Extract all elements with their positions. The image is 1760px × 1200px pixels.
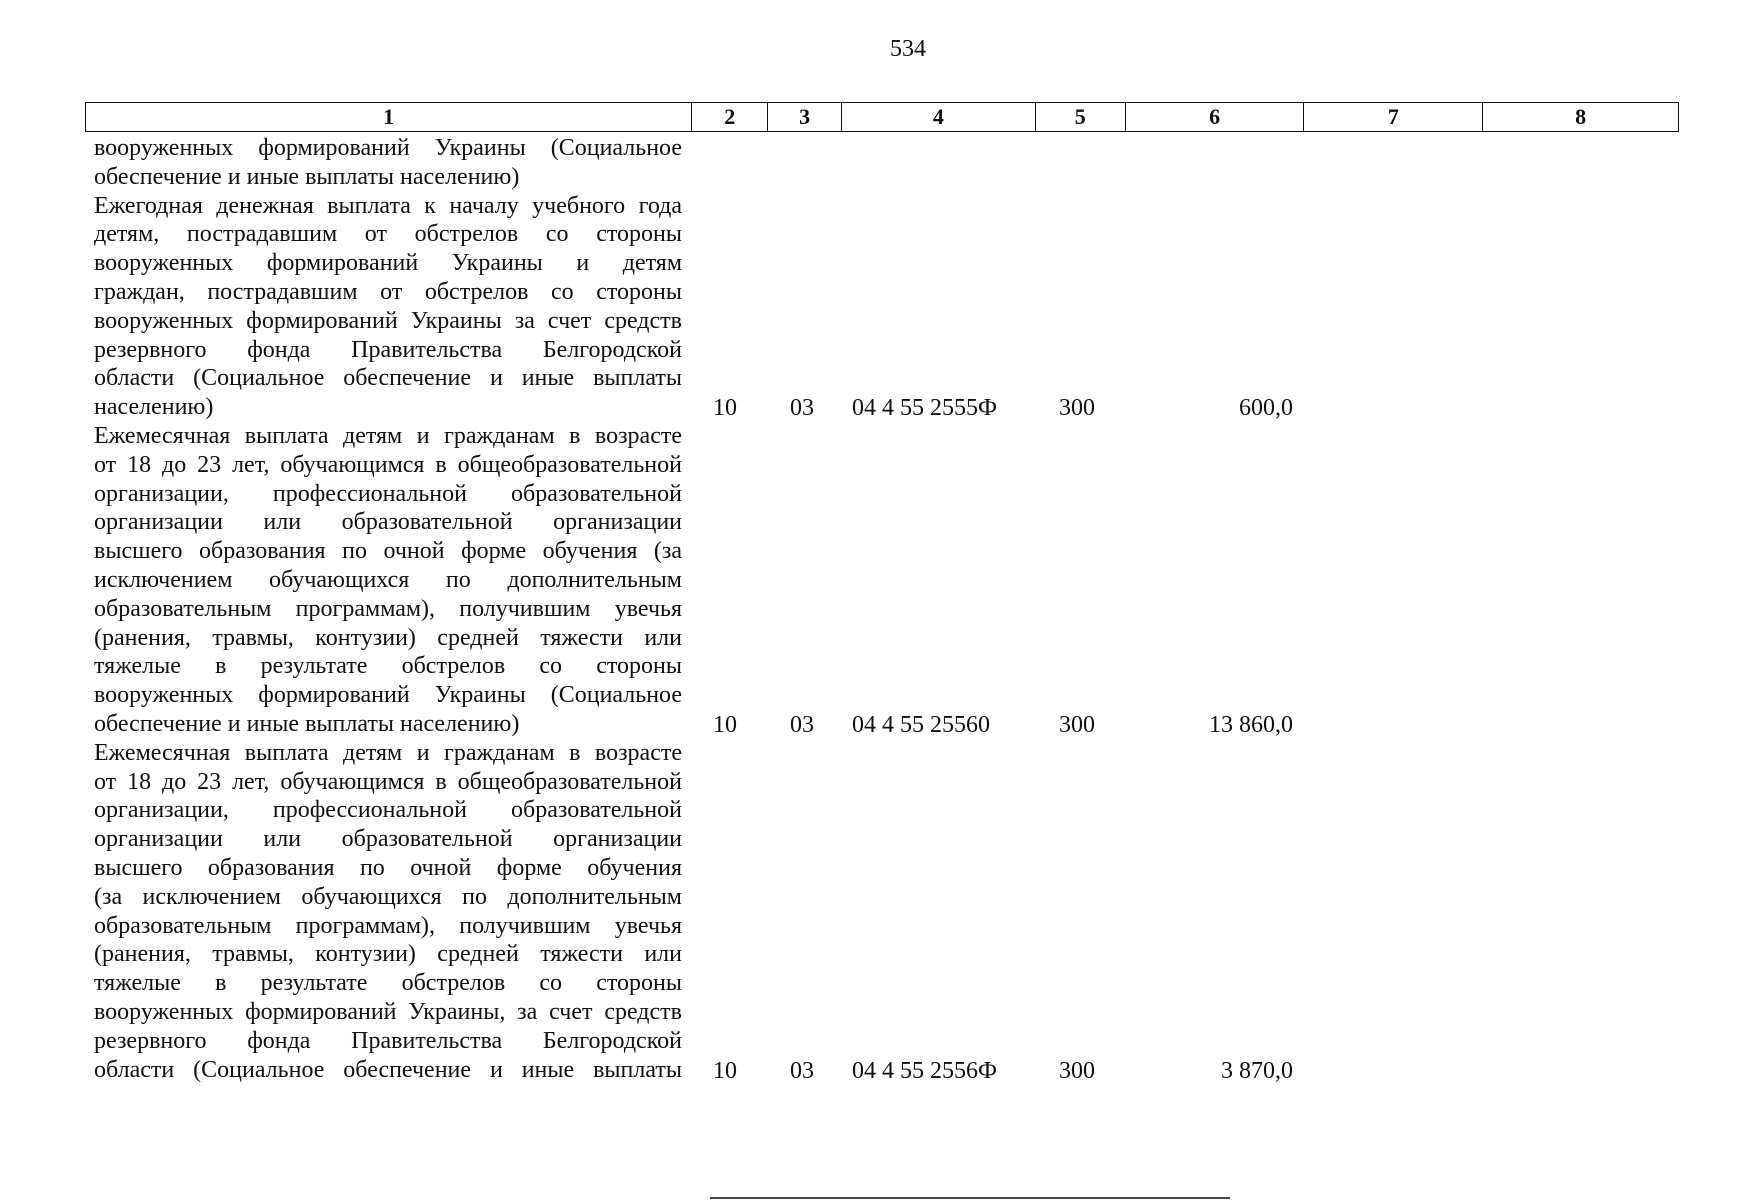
row-subsection-code: 03 bbox=[790, 395, 814, 422]
row-text-line: Ежемесячная выплата детям и гражданам в возрасте bbox=[94, 739, 682, 766]
row-target-article-code: 04 4 55 25560 bbox=[852, 712, 990, 738]
column-header-1: 1 bbox=[86, 103, 692, 131]
row-text-line: области (Социальное обеспечение и иные выплаты bbox=[94, 365, 682, 392]
column-header-8: 8 bbox=[1575, 104, 1587, 129]
row-expense-type-code: 300 bbox=[1059, 712, 1095, 738]
table-header-row bbox=[85, 102, 1679, 132]
row-subsection-code: 03 bbox=[790, 1057, 814, 1084]
row-text-line: вооруженных формирований Украины за счет средств bbox=[94, 307, 682, 334]
row-text-line: населению) bbox=[94, 394, 214, 421]
row-expense-type-code: 300 bbox=[1059, 395, 1095, 422]
row-text-line: образовательным программам), получившим увечья bbox=[94, 912, 682, 939]
page-number: 534 bbox=[890, 36, 926, 62]
row-text-line: от 18 до 23 лет, обучающимся в общеобразовательной bbox=[94, 451, 682, 478]
row-text-line: образовательным программам), получившим увечья bbox=[94, 595, 682, 622]
row-amount: 13 860,0 bbox=[1209, 712, 1293, 738]
row-amount: 3 870,0 bbox=[1221, 1057, 1293, 1084]
table-description-column bbox=[94, 134, 682, 1084]
row-subsection-code: 03 bbox=[790, 712, 814, 738]
row-text-line: детям, пострадавшим от обстрелов со стороны bbox=[94, 221, 682, 248]
row-text-line: организации, профессиональной образовательной bbox=[94, 797, 682, 824]
row-target-article-code: 04 4 55 2556Ф bbox=[852, 1057, 997, 1084]
row-text-line: вооруженных формирований Украины, за счет средств bbox=[94, 998, 682, 1025]
row-text-line: (за исключением обучающихся по дополнительным bbox=[94, 883, 682, 910]
row-text-line: организации, профессиональной образовательной bbox=[94, 480, 682, 507]
row-text-line: вооруженных формирований Украины (Социальное bbox=[94, 135, 682, 161]
column-header-7: 7 bbox=[1304, 103, 1483, 131]
row-amount: 600,0 bbox=[1239, 395, 1293, 422]
row-section-code: 10 bbox=[713, 395, 737, 422]
row-text-line: от 18 до 23 лет, обучающимся в общеобразовательной bbox=[94, 768, 682, 795]
row-text-line: тяжелые в результате обстрелов со стороны bbox=[94, 970, 682, 997]
row-target-article-code: 04 4 55 2555Ф bbox=[852, 395, 997, 422]
row-text-line: (ранения, травмы, контузии) средней тяжести или bbox=[94, 941, 682, 968]
column-header-2: 2 bbox=[692, 103, 768, 131]
row-section-code: 10 bbox=[713, 1057, 737, 1084]
row-text-line: области (Социальное обеспечение и иные выплаты bbox=[94, 1056, 682, 1083]
row-text-line: вооруженных формирований Украины и детям bbox=[94, 250, 682, 277]
column-header-5: 5 bbox=[1036, 103, 1126, 131]
row-text-line: Ежемесячная выплата детям и гражданам в возрасте bbox=[94, 422, 682, 449]
row-text-line: граждан, пострадавшим от обстрелов со стороны bbox=[94, 278, 682, 305]
row-text-line: обеспечение и иные выплаты населению) bbox=[94, 163, 520, 190]
row-text-line: организации или образовательной организации bbox=[94, 826, 682, 853]
row-text-line: вооруженных формирований Украины (Социальное bbox=[94, 682, 682, 709]
column-header-4: 4 bbox=[842, 103, 1036, 131]
row-expense-type-code: 300 bbox=[1059, 1057, 1095, 1084]
bottom-divider bbox=[710, 1197, 1230, 1199]
row-text-line: организации или образовательной организации bbox=[94, 509, 682, 536]
row-text-line: исключением обучающихся по дополнительным bbox=[94, 566, 682, 593]
row-text-line: (ранения, травмы, контузии) средней тяжести или bbox=[94, 624, 682, 651]
row-text-line: высшего образования по очной форме обучения bbox=[94, 854, 682, 881]
column-header-3: 3 bbox=[768, 103, 842, 131]
row-text-line: резервного фонда Правительства Белгородской bbox=[94, 1027, 682, 1054]
row-text-line: резервного фонда Правительства Белгородской bbox=[94, 336, 682, 363]
row-text-line: обеспечение и иные выплаты населению) bbox=[94, 710, 520, 737]
row-text-line: тяжелые в результате обстрелов со стороны bbox=[94, 653, 682, 680]
row-text-line: высшего образования по очной форме обучения (за bbox=[94, 538, 682, 565]
row-text-line: Ежегодная денежная выплата к началу учебного года bbox=[94, 192, 682, 219]
column-header-6: 6 bbox=[1126, 103, 1305, 131]
row-section-code: 10 bbox=[713, 712, 737, 738]
